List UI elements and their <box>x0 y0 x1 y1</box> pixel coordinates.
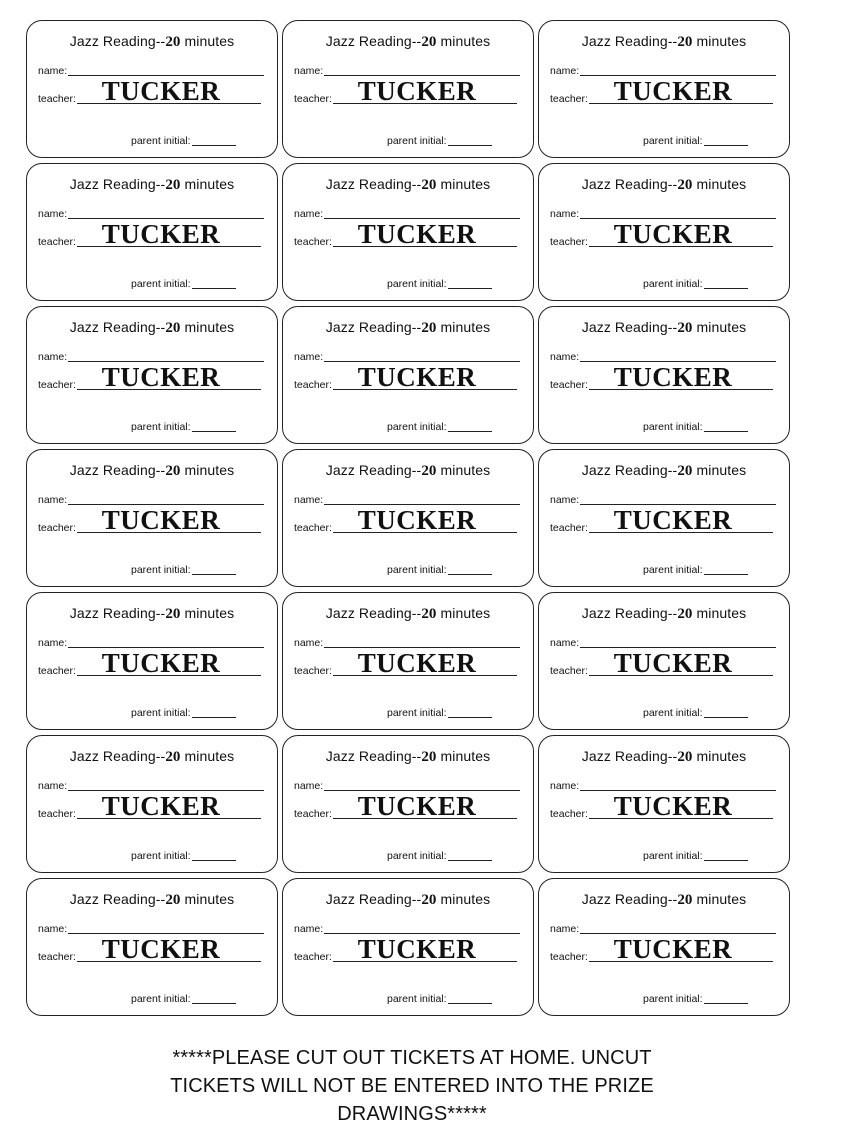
ticket-title-prefix: Jazz Reading-- <box>69 748 166 764</box>
name-label: name: <box>550 351 580 363</box>
parent-initial-label: parent initial: <box>387 564 447 576</box>
teacher-label: teacher: <box>550 951 588 963</box>
ticket-minutes-number: 20 <box>165 892 181 908</box>
ticket-title-prefix: Jazz Reading-- <box>581 891 678 907</box>
name-label: name: <box>550 780 580 792</box>
ticket-minutes-number: 20 <box>421 749 437 765</box>
name-label: name: <box>38 351 68 363</box>
parent-initial-field <box>387 135 492 147</box>
parent-initial-line <box>192 717 236 718</box>
parent-initial-line <box>448 431 492 432</box>
ticket-minutes-word: minutes <box>692 605 747 621</box>
reading-ticket <box>26 306 278 444</box>
ticket-minutes-word: minutes <box>692 319 747 335</box>
ticket-minutes-word: minutes <box>180 462 235 478</box>
ticket-title <box>27 748 277 766</box>
ticket-minutes-number: 20 <box>165 463 181 479</box>
teacher-label: teacher: <box>294 951 332 963</box>
teacher-value: TUCKER <box>613 362 733 392</box>
name-label: name: <box>550 923 580 935</box>
parent-initial-field <box>131 564 236 576</box>
teacher-value: TUCKER <box>101 934 221 964</box>
teacher-value: TUCKER <box>357 648 477 678</box>
ticket-title <box>283 319 533 337</box>
ticket-minutes-number: 20 <box>677 892 693 908</box>
parent-initial-field <box>643 135 748 147</box>
reading-ticket <box>26 735 278 873</box>
ticket-title-prefix: Jazz Reading-- <box>69 176 166 192</box>
ticket-title-prefix: Jazz Reading-- <box>581 605 678 621</box>
ticket-minutes-number: 20 <box>421 463 437 479</box>
teacher-value: TUCKER <box>101 791 221 821</box>
parent-initial-label: parent initial: <box>643 135 703 147</box>
ticket-title-prefix: Jazz Reading-- <box>325 176 422 192</box>
parent-initial-label: parent initial: <box>387 993 447 1005</box>
ticket-title-prefix: Jazz Reading-- <box>581 176 678 192</box>
ticket-minutes-word: minutes <box>436 33 491 49</box>
ticket-minutes-word: minutes <box>692 891 747 907</box>
ticket-minutes-word: minutes <box>692 33 747 49</box>
parent-initial-field <box>643 850 748 862</box>
ticket-title-prefix: Jazz Reading-- <box>325 605 422 621</box>
ticket-title-prefix: Jazz Reading-- <box>581 319 678 335</box>
ticket-minutes-word: minutes <box>436 748 491 764</box>
teacher-label: teacher: <box>38 236 76 248</box>
teacher-value: TUCKER <box>613 219 733 249</box>
reading-ticket <box>538 735 790 873</box>
ticket-minutes-number: 20 <box>421 320 437 336</box>
reading-ticket <box>26 449 278 587</box>
teacher-value: TUCKER <box>357 219 477 249</box>
teacher-value: TUCKER <box>101 648 221 678</box>
ticket-title <box>283 891 533 909</box>
ticket-minutes-number: 20 <box>421 177 437 193</box>
parent-initial-field <box>387 564 492 576</box>
ticket-minutes-number: 20 <box>677 320 693 336</box>
ticket-minutes-word: minutes <box>436 462 491 478</box>
reading-ticket <box>282 20 534 158</box>
parent-initial-label: parent initial: <box>643 278 703 290</box>
ticket-title-prefix: Jazz Reading-- <box>325 33 422 49</box>
ticket-minutes-number: 20 <box>165 749 181 765</box>
name-label: name: <box>38 923 68 935</box>
reading-ticket <box>282 449 534 587</box>
ticket-title <box>27 605 277 623</box>
ticket-minutes-number: 20 <box>677 463 693 479</box>
teacher-value: TUCKER <box>357 934 477 964</box>
name-label: name: <box>294 494 324 506</box>
teacher-label: teacher: <box>294 665 332 677</box>
parent-initial-field <box>643 564 748 576</box>
teacher-value: TUCKER <box>101 505 221 535</box>
parent-initial-line <box>448 574 492 575</box>
teacher-value: TUCKER <box>613 648 733 678</box>
parent-initial-field <box>643 993 748 1005</box>
parent-initial-line <box>448 145 492 146</box>
teacher-label: teacher: <box>550 808 588 820</box>
parent-initial-line <box>704 288 748 289</box>
name-label: name: <box>294 637 324 649</box>
reading-ticket <box>538 449 790 587</box>
reading-ticket <box>282 163 534 301</box>
parent-initial-label: parent initial: <box>643 850 703 862</box>
teacher-value: TUCKER <box>357 76 477 106</box>
reading-ticket <box>538 20 790 158</box>
ticket-minutes-word: minutes <box>180 319 235 335</box>
parent-initial-line <box>704 860 748 861</box>
ticket-minutes-number: 20 <box>677 749 693 765</box>
reading-ticket <box>538 592 790 730</box>
ticket-minutes-word: minutes <box>180 33 235 49</box>
teacher-label: teacher: <box>294 808 332 820</box>
ticket-title <box>283 462 533 480</box>
parent-initial-field <box>387 421 492 433</box>
parent-initial-label: parent initial: <box>131 135 191 147</box>
parent-initial-line <box>448 1003 492 1004</box>
reading-ticket <box>538 878 790 1016</box>
parent-initial-line <box>448 860 492 861</box>
ticket-minutes-word: minutes <box>436 891 491 907</box>
teacher-label: teacher: <box>38 379 76 391</box>
ticket-title-prefix: Jazz Reading-- <box>325 748 422 764</box>
teacher-label: teacher: <box>294 522 332 534</box>
teacher-label: teacher: <box>550 93 588 105</box>
parent-initial-line <box>704 717 748 718</box>
parent-initial-label: parent initial: <box>643 707 703 719</box>
teacher-label: teacher: <box>550 522 588 534</box>
ticket-title-prefix: Jazz Reading-- <box>69 891 166 907</box>
parent-initial-line <box>704 1003 748 1004</box>
parent-initial-line <box>192 145 236 146</box>
ticket-title <box>539 33 789 51</box>
name-label: name: <box>294 351 324 363</box>
ticket-title-prefix: Jazz Reading-- <box>581 748 678 764</box>
name-label: name: <box>38 637 68 649</box>
ticket-title-prefix: Jazz Reading-- <box>69 605 166 621</box>
reading-ticket <box>282 735 534 873</box>
teacher-label: teacher: <box>38 93 76 105</box>
reading-ticket <box>26 163 278 301</box>
parent-initial-field <box>643 278 748 290</box>
name-label: name: <box>294 923 324 935</box>
parent-initial-label: parent initial: <box>643 564 703 576</box>
parent-initial-line <box>448 717 492 718</box>
ticket-minutes-number: 20 <box>165 320 181 336</box>
teacher-label: teacher: <box>294 236 332 248</box>
parent-initial-field <box>131 278 236 290</box>
parent-initial-line <box>192 288 236 289</box>
teacher-value: TUCKER <box>101 219 221 249</box>
teacher-label: teacher: <box>38 808 76 820</box>
parent-initial-field <box>643 421 748 433</box>
teacher-value: TUCKER <box>101 362 221 392</box>
ticket-title <box>27 891 277 909</box>
ticket-title <box>27 319 277 337</box>
ticket-title <box>283 176 533 194</box>
reading-ticket <box>282 306 534 444</box>
ticket-title <box>283 605 533 623</box>
teacher-value: TUCKER <box>357 362 477 392</box>
name-label: name: <box>38 65 68 77</box>
ticket-minutes-word: minutes <box>180 176 235 192</box>
parent-initial-label: parent initial: <box>387 707 447 719</box>
teacher-value: TUCKER <box>357 505 477 535</box>
name-label: name: <box>38 208 68 220</box>
name-label: name: <box>550 208 580 220</box>
parent-initial-field <box>131 135 236 147</box>
cut-out-instructions: *****PLEASE CUT OUT TICKETS AT HOME. UNCUT TICKETS WILL NOT BE ENTERED INTO THE PRIZE DRAWINGS***** <box>170 1047 654 1125</box>
ticket-title-prefix: Jazz Reading-- <box>581 33 678 49</box>
parent-initial-field <box>387 850 492 862</box>
parent-initial-label: parent initial: <box>643 993 703 1005</box>
parent-initial-line <box>448 288 492 289</box>
ticket-grid <box>26 20 794 1016</box>
reading-ticket <box>26 878 278 1016</box>
ticket-minutes-number: 20 <box>165 177 181 193</box>
ticket-title <box>539 176 789 194</box>
ticket-minutes-number: 20 <box>677 34 693 50</box>
teacher-label: teacher: <box>294 93 332 105</box>
reading-ticket <box>26 20 278 158</box>
ticket-title-prefix: Jazz Reading-- <box>325 891 422 907</box>
parent-initial-label: parent initial: <box>387 278 447 290</box>
parent-initial-line <box>704 574 748 575</box>
parent-initial-label: parent initial: <box>131 707 191 719</box>
parent-initial-field <box>131 993 236 1005</box>
teacher-value: TUCKER <box>613 505 733 535</box>
parent-initial-label: parent initial: <box>131 421 191 433</box>
teacher-label: teacher: <box>38 951 76 963</box>
parent-initial-label: parent initial: <box>387 850 447 862</box>
ticket-title <box>27 462 277 480</box>
parent-initial-field <box>387 278 492 290</box>
parent-initial-field <box>387 993 492 1005</box>
ticket-title <box>27 176 277 194</box>
parent-initial-line <box>192 1003 236 1004</box>
name-label: name: <box>38 780 68 792</box>
ticket-minutes-word: minutes <box>692 462 747 478</box>
ticket-title-prefix: Jazz Reading-- <box>325 319 422 335</box>
teacher-value: TUCKER <box>613 791 733 821</box>
ticket-title <box>539 748 789 766</box>
ticket-title-prefix: Jazz Reading-- <box>325 462 422 478</box>
parent-initial-label: parent initial: <box>387 135 447 147</box>
ticket-minutes-word: minutes <box>180 748 235 764</box>
ticket-title <box>283 748 533 766</box>
parent-initial-field <box>131 707 236 719</box>
ticket-minutes-word: minutes <box>180 891 235 907</box>
teacher-value: TUCKER <box>613 934 733 964</box>
parent-initial-line <box>704 145 748 146</box>
ticket-title-prefix: Jazz Reading-- <box>69 33 166 49</box>
name-label: name: <box>294 208 324 220</box>
teacher-label: teacher: <box>38 522 76 534</box>
teacher-value: TUCKER <box>613 76 733 106</box>
ticket-title-prefix: Jazz Reading-- <box>581 462 678 478</box>
reading-ticket <box>538 306 790 444</box>
name-label: name: <box>550 494 580 506</box>
name-label: name: <box>294 780 324 792</box>
parent-initial-field <box>131 850 236 862</box>
parent-initial-field <box>387 707 492 719</box>
teacher-label: teacher: <box>294 379 332 391</box>
name-label: name: <box>550 65 580 77</box>
parent-initial-field <box>643 707 748 719</box>
ticket-minutes-number: 20 <box>421 34 437 50</box>
ticket-minutes-number: 20 <box>677 177 693 193</box>
teacher-label: teacher: <box>550 236 588 248</box>
ticket-minutes-word: minutes <box>436 176 491 192</box>
name-label: name: <box>550 637 580 649</box>
name-label: name: <box>294 65 324 77</box>
teacher-label: teacher: <box>550 665 588 677</box>
ticket-minutes-word: minutes <box>436 319 491 335</box>
ticket-minutes-word: minutes <box>692 176 747 192</box>
parent-initial-field <box>131 421 236 433</box>
ticket-minutes-word: minutes <box>692 748 747 764</box>
parent-initial-label: parent initial: <box>131 278 191 290</box>
parent-initial-line <box>192 860 236 861</box>
parent-initial-label: parent initial: <box>131 993 191 1005</box>
ticket-title <box>283 33 533 51</box>
ticket-title <box>27 33 277 51</box>
teacher-label: teacher: <box>550 379 588 391</box>
parent-initial-line <box>192 431 236 432</box>
ticket-title <box>539 319 789 337</box>
ticket-title <box>539 462 789 480</box>
parent-initial-label: parent initial: <box>131 564 191 576</box>
ticket-minutes-number: 20 <box>165 606 181 622</box>
reading-ticket <box>282 878 534 1016</box>
parent-initial-line <box>704 431 748 432</box>
ticket-minutes-number: 20 <box>421 606 437 622</box>
parent-initial-label: parent initial: <box>387 421 447 433</box>
reading-ticket <box>26 592 278 730</box>
parent-initial-label: parent initial: <box>131 850 191 862</box>
teacher-label: teacher: <box>38 665 76 677</box>
ticket-minutes-word: minutes <box>436 605 491 621</box>
parent-initial-label: parent initial: <box>643 421 703 433</box>
ticket-minutes-word: minutes <box>180 605 235 621</box>
ticket-title <box>539 891 789 909</box>
ticket-minutes-number: 20 <box>165 34 181 50</box>
ticket-minutes-number: 20 <box>421 892 437 908</box>
ticket-minutes-number: 20 <box>677 606 693 622</box>
ticket-title-prefix: Jazz Reading-- <box>69 462 166 478</box>
ticket-title <box>539 605 789 623</box>
reading-ticket <box>538 163 790 301</box>
parent-initial-line <box>192 574 236 575</box>
ticket-title-prefix: Jazz Reading-- <box>69 319 166 335</box>
name-label: name: <box>38 494 68 506</box>
reading-ticket <box>282 592 534 730</box>
teacher-value: TUCKER <box>357 791 477 821</box>
teacher-value: TUCKER <box>101 76 221 106</box>
